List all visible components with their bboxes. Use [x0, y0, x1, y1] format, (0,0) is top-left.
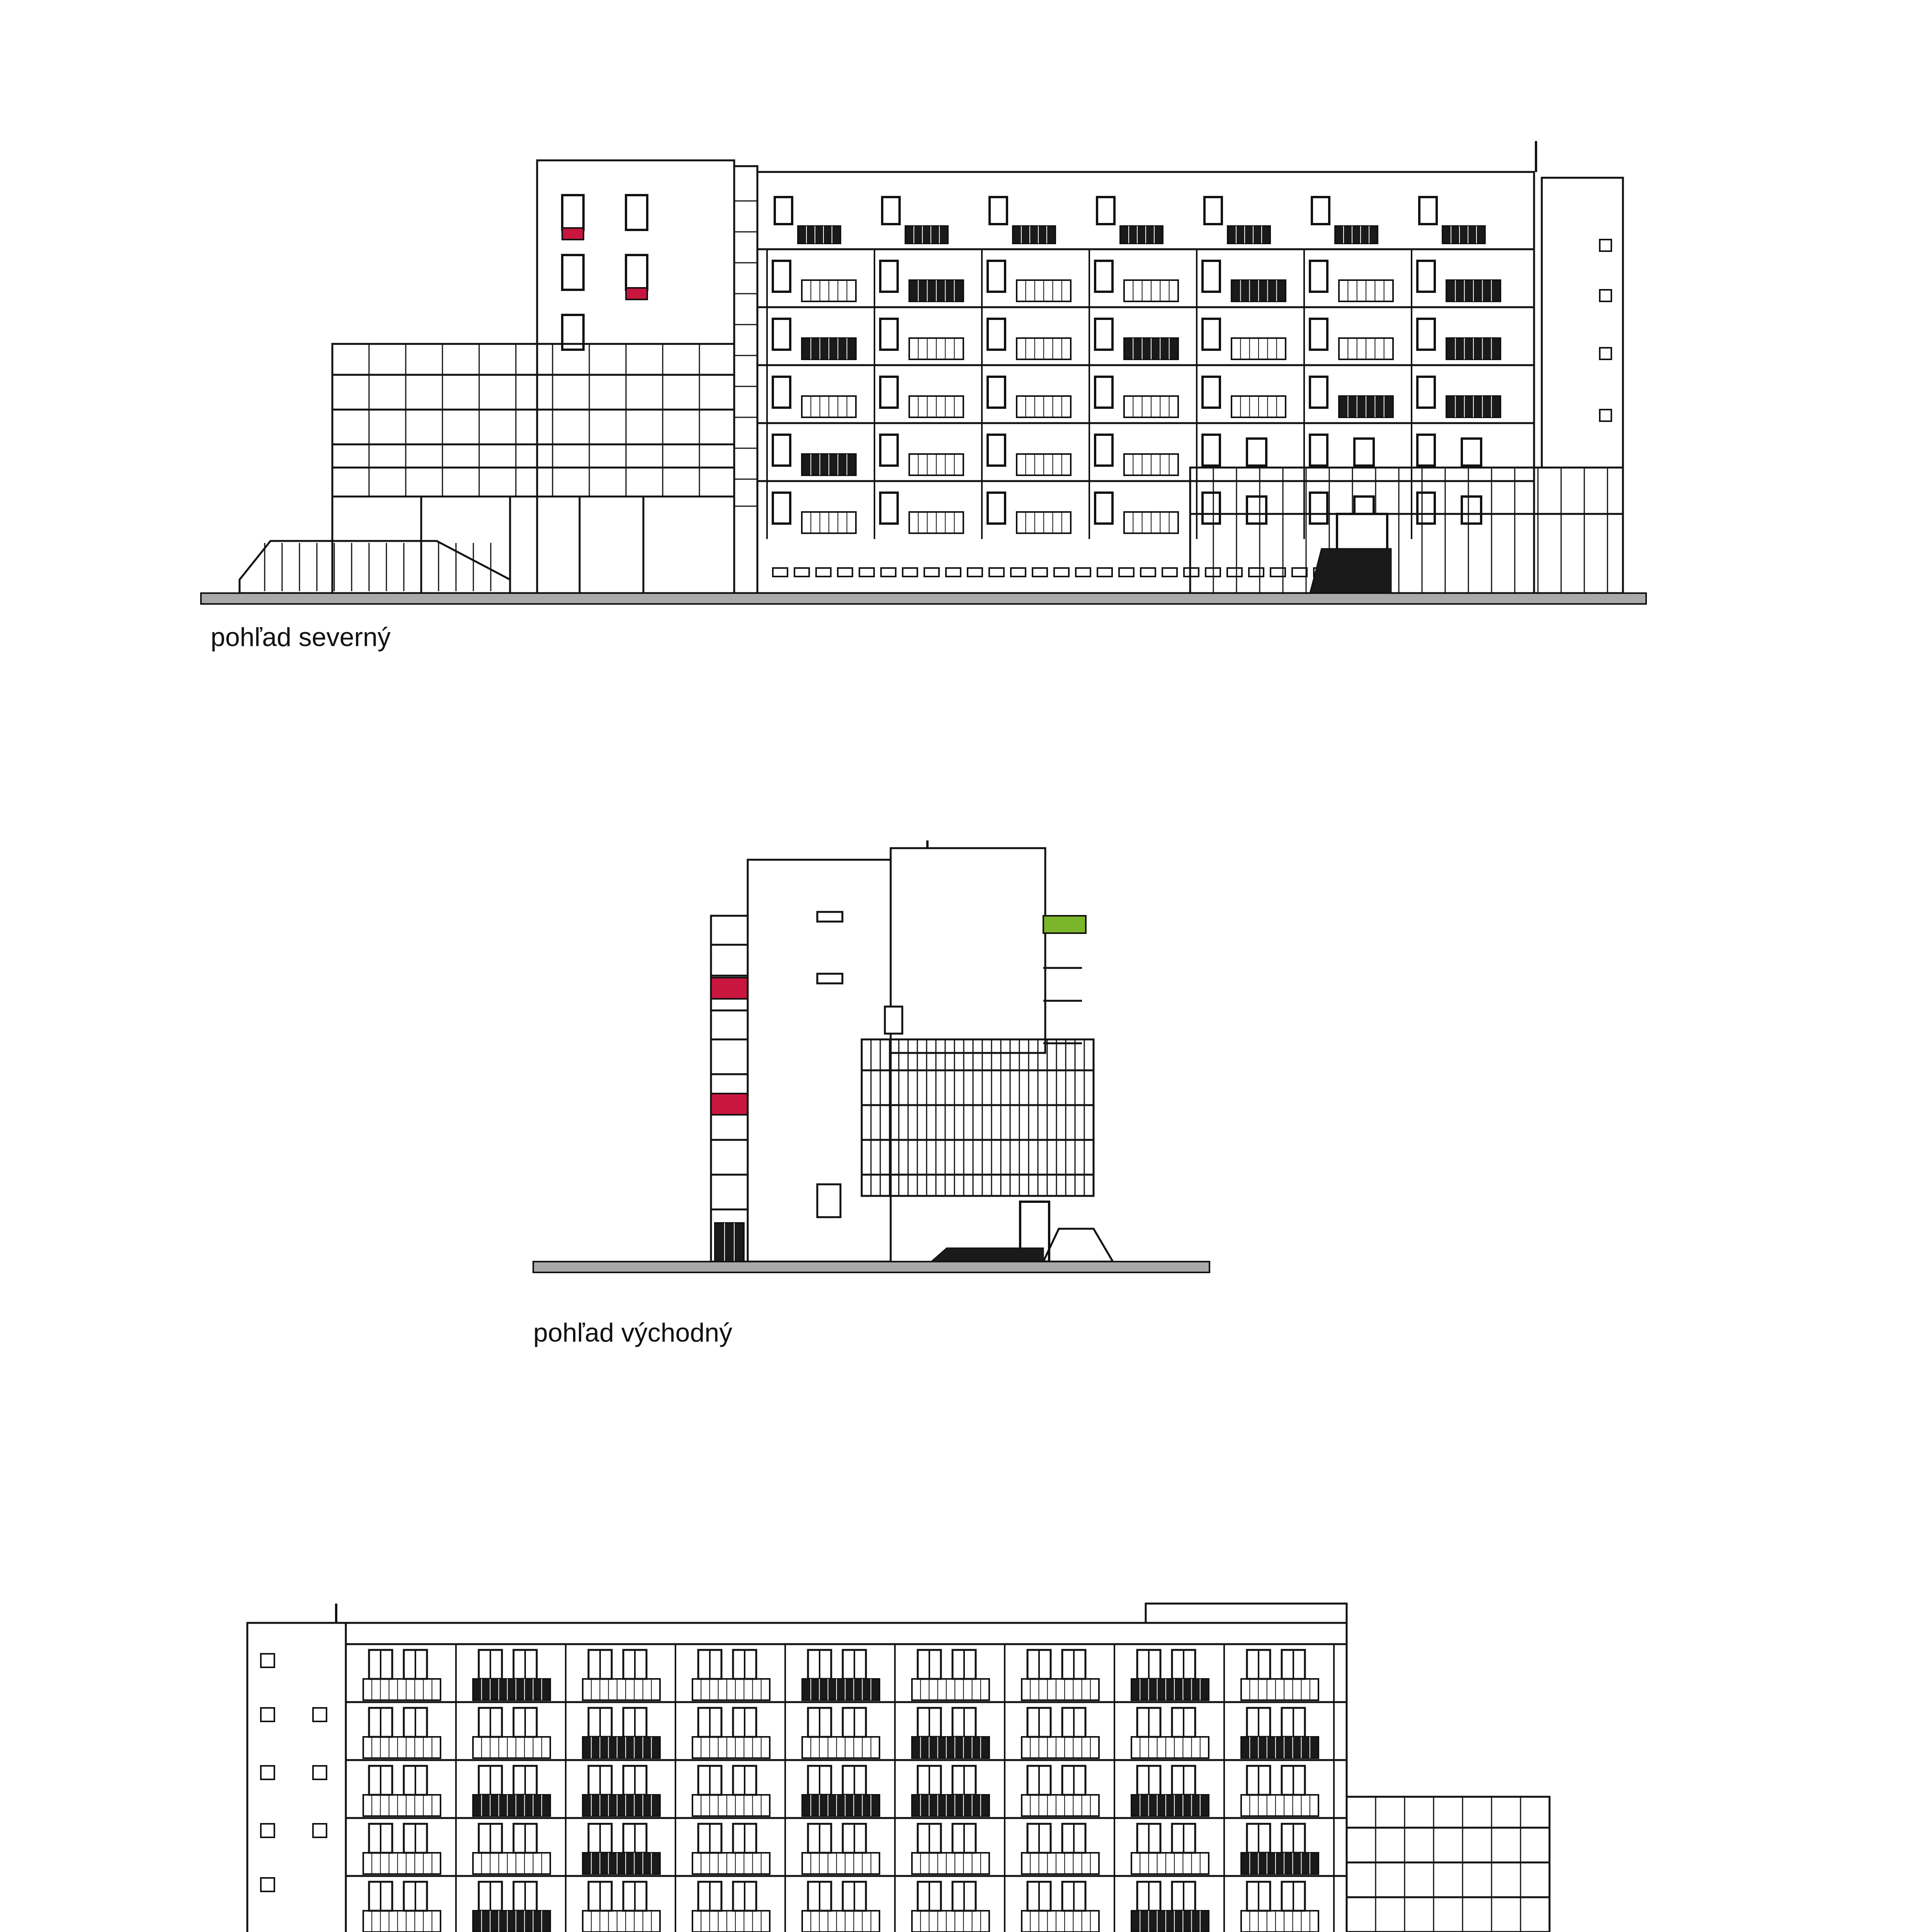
window — [1097, 197, 1114, 224]
basement-window — [1076, 568, 1090, 577]
balcony-railing — [1241, 1853, 1318, 1874]
basement-window — [1097, 568, 1112, 577]
balcony-railing — [473, 1853, 550, 1874]
east-block-right — [891, 848, 1045, 1053]
caption-north: pohľad severný — [211, 622, 391, 652]
balcony-railing — [692, 1853, 770, 1874]
window — [626, 195, 647, 230]
window — [1417, 493, 1435, 524]
basement-window — [838, 568, 852, 577]
basement-window — [946, 568, 961, 577]
basement-window — [859, 568, 874, 577]
window — [882, 197, 900, 224]
basement-window — [1227, 568, 1242, 577]
balcony-railing — [1241, 1737, 1318, 1758]
window-accent — [562, 228, 583, 240]
basement-window — [1162, 568, 1177, 577]
entrance-ramp — [240, 541, 510, 593]
window — [880, 319, 898, 350]
window — [1203, 319, 1220, 350]
window — [1095, 377, 1112, 408]
tower-window — [1600, 240, 1611, 251]
window — [773, 261, 790, 292]
window — [1417, 319, 1435, 350]
window — [988, 319, 1005, 350]
north-ground — [201, 593, 1646, 604]
balcony-railing — [1131, 1911, 1209, 1932]
balcony-railing — [802, 1679, 879, 1700]
window — [1462, 497, 1481, 524]
right-tower — [1542, 178, 1623, 468]
window — [1310, 435, 1327, 466]
basement-window — [968, 568, 982, 577]
balcony-railing — [1022, 1679, 1099, 1700]
balcony-railing — [905, 226, 948, 243]
window — [885, 1007, 902, 1034]
basement-window — [1032, 568, 1047, 577]
east-elevation — [533, 840, 1209, 1272]
window — [880, 377, 898, 408]
balcony-railing — [802, 1911, 879, 1932]
north-elevation — [201, 141, 1646, 604]
window — [1354, 439, 1374, 466]
window-accent — [626, 288, 647, 299]
window — [1203, 493, 1220, 524]
basement-window — [903, 568, 917, 577]
balcony-railing — [802, 1853, 879, 1874]
balcony-railing — [583, 1679, 660, 1700]
balcony-accent — [711, 978, 748, 999]
balcony-railing — [583, 1737, 660, 1758]
window — [1462, 439, 1481, 466]
balcony-railing — [692, 1737, 770, 1758]
balcony-railing — [1228, 226, 1270, 243]
balcony-railing — [1022, 1911, 1099, 1932]
tower-window — [261, 1824, 274, 1837]
balcony-railing — [692, 1679, 770, 1700]
window — [1095, 493, 1112, 524]
balcony-railing — [473, 1737, 550, 1758]
window — [1203, 261, 1220, 292]
window — [990, 197, 1007, 224]
balcony-railing — [798, 226, 840, 243]
ground-floor — [332, 497, 734, 593]
balcony-railing — [715, 1223, 744, 1262]
balcony-railing — [912, 1795, 989, 1816]
balcony-railing — [473, 1679, 550, 1700]
tower-window — [313, 1824, 327, 1837]
balcony-railing — [1131, 1795, 1209, 1816]
window — [1417, 377, 1435, 408]
tower-window — [1600, 410, 1611, 421]
balcony-railing — [1131, 1853, 1209, 1874]
round-volume — [862, 1039, 1094, 1196]
window — [988, 377, 1005, 408]
window — [1247, 439, 1266, 466]
tower-window — [261, 1654, 274, 1667]
balcony-railing — [363, 1911, 441, 1932]
balcony-railing — [1241, 1795, 1318, 1816]
tower-window — [313, 1708, 327, 1721]
balcony-railing — [473, 1911, 550, 1932]
basement-window — [1249, 568, 1264, 577]
window — [773, 493, 790, 524]
window — [1247, 497, 1266, 524]
balcony-railing — [363, 1679, 441, 1700]
window — [773, 319, 790, 350]
east-ground — [533, 1262, 1209, 1272]
south-right-wing — [1347, 1797, 1550, 1932]
stair-ramp — [1043, 1229, 1113, 1262]
window — [817, 974, 842, 983]
balcony-railing — [1022, 1795, 1099, 1816]
basement-window — [989, 568, 1004, 577]
balcony-railing — [1022, 1853, 1099, 1874]
window — [880, 493, 898, 524]
basement-window — [881, 568, 896, 577]
window — [1310, 493, 1327, 524]
balcony-railing — [1442, 226, 1485, 243]
window — [1417, 261, 1435, 292]
window — [988, 493, 1005, 524]
basement-window — [1054, 568, 1069, 577]
balcony-railing — [583, 1795, 660, 1816]
tower-window — [261, 1708, 274, 1721]
balcony-railing — [692, 1795, 770, 1816]
window — [1095, 319, 1112, 350]
window — [775, 197, 792, 224]
window — [817, 1184, 840, 1217]
balcony-accent — [711, 1094, 748, 1115]
basement-window — [794, 568, 809, 577]
window — [988, 435, 1005, 466]
basement-window — [816, 568, 831, 577]
balcony-railing — [363, 1737, 441, 1758]
tower-window — [1600, 290, 1611, 301]
basement-window — [1141, 568, 1155, 577]
window — [1310, 319, 1327, 350]
basement-window — [1011, 568, 1026, 577]
balcony-railing — [912, 1737, 989, 1758]
window — [1095, 261, 1112, 292]
entrance-stairs — [1310, 549, 1391, 593]
roof-penthouse — [1146, 1604, 1347, 1623]
balcony-railing — [1241, 1679, 1318, 1700]
basement-window — [1119, 568, 1134, 577]
tower-window — [1600, 348, 1611, 359]
basement-window — [1184, 568, 1199, 577]
south-elevation — [216, 1604, 1646, 1932]
balcony-railing — [1013, 226, 1055, 243]
window — [988, 261, 1005, 292]
window — [880, 261, 898, 292]
window — [1310, 377, 1327, 408]
balcony-railing — [912, 1911, 989, 1932]
basement-window — [1292, 568, 1307, 577]
balcony-railing — [583, 1853, 660, 1874]
tower-window — [261, 1878, 274, 1891]
balcony-railing — [912, 1679, 989, 1700]
window — [1310, 261, 1327, 292]
balcony-railing — [1131, 1737, 1209, 1758]
window — [817, 912, 842, 922]
balcony-railing — [1131, 1679, 1209, 1700]
balcony-railing — [802, 1795, 879, 1816]
window — [1095, 435, 1112, 466]
caption-east: pohľad východný — [533, 1318, 733, 1347]
basement-window — [773, 568, 788, 577]
window — [1203, 435, 1220, 466]
connector-column — [734, 166, 757, 593]
balcony-railing — [692, 1911, 770, 1932]
entrance-stairs — [931, 1248, 1043, 1262]
left-wing — [332, 344, 734, 497]
window — [562, 195, 583, 230]
balcony-railing — [473, 1795, 550, 1816]
window — [880, 435, 898, 466]
window — [773, 435, 790, 466]
tower-window — [313, 1766, 327, 1779]
window — [1203, 377, 1220, 408]
window — [1312, 197, 1329, 224]
window — [1419, 197, 1437, 224]
balcony-railing — [363, 1795, 441, 1816]
balcony-accent — [1043, 916, 1086, 933]
balcony-railing — [363, 1853, 441, 1874]
window — [1417, 435, 1435, 466]
balcony-railing — [1335, 226, 1378, 243]
balcony-railing — [583, 1911, 660, 1932]
tower-window — [261, 1766, 274, 1779]
window — [1204, 197, 1222, 224]
balcony-railing — [802, 1737, 879, 1758]
balcony-railing — [1120, 226, 1163, 243]
window — [626, 255, 647, 290]
balcony-railing — [1241, 1911, 1318, 1932]
window — [773, 377, 790, 408]
basement-window — [924, 568, 939, 577]
window — [562, 255, 583, 290]
balcony-railing — [1022, 1737, 1099, 1758]
balcony-railing — [912, 1853, 989, 1874]
